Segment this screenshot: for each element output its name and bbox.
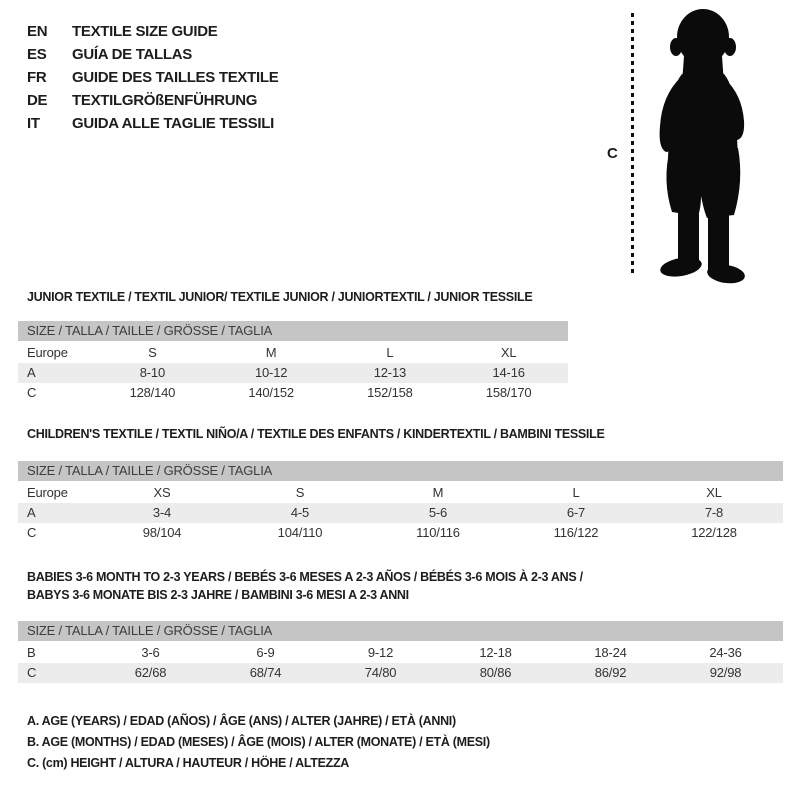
- size-cell: 140/152: [248, 385, 294, 400]
- language-title: TEXTILE SIZE GUIDE: [72, 23, 218, 40]
- size-cell: 122/128: [691, 525, 737, 540]
- language-title: GUIDE DES TAILLES TEXTILE: [72, 69, 279, 86]
- size-cell: XS: [153, 485, 171, 500]
- language-list: [27, 20, 278, 135]
- size-cell: 116/122: [553, 525, 599, 540]
- size-cell: 152/158: [367, 385, 413, 400]
- size-cell: 86/92: [594, 665, 627, 680]
- table-header: SIZE / TALLA / TAILLE / GRÖSSE / TAGLIA: [18, 461, 783, 481]
- table-row: [18, 483, 783, 503]
- table-row: [18, 383, 568, 403]
- language-code: EN: [27, 23, 48, 40]
- size-cell: 158/170: [485, 385, 532, 400]
- language-code: IT: [27, 115, 40, 132]
- size-cell: XL: [500, 345, 517, 360]
- language-title: GUÍA DE TALLAS: [72, 46, 192, 63]
- size-cell: 7-8: [704, 505, 724, 520]
- table-row: [18, 363, 568, 383]
- note-age-months: B. AGE (MONTHS) / EDAD (MESES) / ÂGE (MOIS) / ALTER (MONATE) / ETÀ (MESI): [27, 735, 490, 749]
- note-age-years: A. AGE (YEARS) / EDAD (AÑOS) / ÂGE (ANS) / ALTER (JAHRE) / ETÀ (ANNI): [27, 714, 456, 728]
- section-title-line: BABYS 3-6 MONATE BIS 2-3 JAHRE / BAMBINI 3-6 MESI A 2-3 ANNI: [27, 588, 409, 602]
- size-cell: L: [572, 485, 580, 500]
- note-height-cm: C. (cm) HEIGHT / ALTURA / HAUTEUR / HÖHE / ALTEZZA: [27, 756, 350, 770]
- size-cell: 62/68: [134, 665, 167, 680]
- table-row: [18, 343, 568, 363]
- language-row-en: [27, 20, 278, 43]
- row-label: C: [27, 525, 37, 540]
- size-table-junior: [18, 321, 568, 403]
- table-row: [18, 523, 783, 543]
- table-row: [18, 643, 783, 663]
- size-cell: 18-24: [594, 645, 627, 660]
- language-row-it: [27, 112, 278, 135]
- language-row-es: [27, 43, 278, 66]
- size-cell: 80/86: [479, 665, 512, 680]
- size-cell: 6-9: [256, 645, 275, 660]
- size-cell: S: [295, 485, 305, 500]
- size-cell: 4-5: [290, 505, 310, 520]
- height-measure-label: C: [607, 145, 618, 162]
- row-label: Europe: [27, 345, 68, 360]
- section-title-line: JUNIOR TEXTILE / TEXTIL JUNIOR/ TEXTILE JUNIOR / JUNIORTEXTIL / JUNIOR TESSILE: [27, 290, 533, 304]
- legend-notes: [27, 711, 490, 774]
- size-cell: 68/74: [249, 665, 282, 680]
- size-table-children: [18, 461, 783, 543]
- language-title: TEXTILGRÖßENFÜHRUNG: [72, 92, 258, 109]
- section-title-babies: [27, 568, 717, 604]
- language-row-fr: [27, 66, 278, 89]
- section-title-line: CHILDREN'S TEXTILE / TEXTIL NIÑO/A / TEXTILE DES ENFANTS / KINDERTEXTIL / BAMBINI TESSILE: [27, 427, 605, 441]
- size-cell: 10-12: [255, 365, 288, 380]
- size-cell: 6-7: [566, 505, 586, 520]
- size-cell: 12-18: [479, 645, 512, 660]
- size-cell: 5-6: [428, 505, 448, 520]
- language-title: GUIDA ALLE TAGLIE TESSILI: [72, 115, 274, 132]
- language-code: ES: [27, 46, 47, 63]
- table-row: [18, 503, 783, 523]
- size-cell: 98/104: [142, 525, 182, 540]
- size-cell: 9-12: [367, 645, 394, 660]
- size-cell: M: [432, 485, 444, 500]
- size-cell: 110/116: [416, 525, 460, 540]
- table-header: SIZE / TALLA / TAILLE / GRÖSSE / TAGLIA: [18, 321, 568, 341]
- size-cell: XL: [706, 485, 722, 500]
- size-cell: 12-13: [373, 365, 406, 380]
- size-table-babies: [18, 621, 783, 683]
- size-cell: 24-36: [709, 645, 742, 660]
- size-cell: S: [148, 345, 157, 360]
- size-cell: 3-6: [141, 645, 160, 660]
- row-label: A: [27, 365, 36, 380]
- table-header: SIZE / TALLA / TAILLE / GRÖSSE / TAGLIA: [18, 621, 783, 641]
- section-title-children: [27, 425, 707, 443]
- language-code: DE: [27, 92, 48, 109]
- row-label: C: [27, 385, 37, 400]
- row-label: Europe: [27, 485, 68, 500]
- toddler-silhouette-icon: [644, 6, 770, 291]
- size-cell: 14-16: [492, 365, 525, 380]
- size-cell: 8-10: [139, 365, 165, 380]
- size-cell: 74/80: [364, 665, 397, 680]
- size-cell: 128/140: [129, 385, 176, 400]
- row-label: A: [27, 505, 36, 520]
- size-cell: 3-4: [152, 505, 172, 520]
- height-measure-dashed-line: [631, 13, 634, 277]
- row-label: B: [27, 645, 36, 660]
- size-cell: L: [386, 345, 394, 360]
- language-row-de: [27, 89, 278, 112]
- language-code: FR: [27, 69, 47, 86]
- row-label: C: [27, 665, 37, 680]
- section-title-junior: [27, 288, 627, 306]
- size-cell: 104/110: [277, 525, 323, 540]
- size-cell: 92/98: [709, 665, 742, 680]
- size-cell: M: [265, 345, 277, 360]
- table-row: [18, 663, 783, 683]
- section-title-line: BABIES 3-6 MONTH TO 2-3 YEARS / BEBÉS 3-6 MESES A 2-3 AÑOS / BÉBÉS 3-6 MOIS À 2-3 ANS /: [27, 570, 583, 584]
